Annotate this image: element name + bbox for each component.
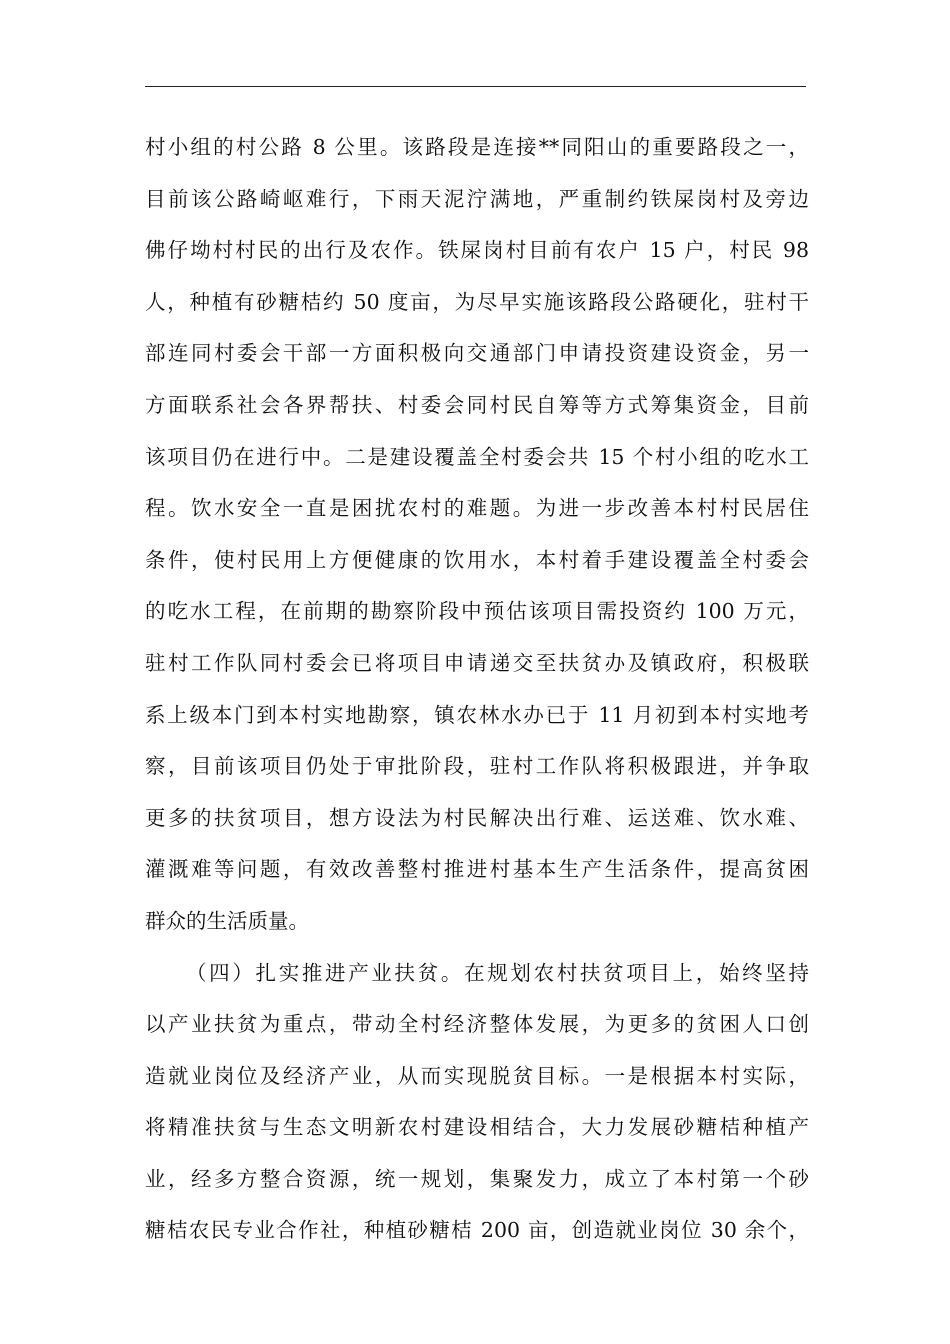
document-body	[145, 122, 809, 1257]
text-line: 察，目前该项目仍处于审批阶段，驻村工作队将积极跟进，并争取	[145, 754, 809, 779]
text-line: 造就业岗位及经济产业，从而实现脱贫目标。一是根据本村实际，	[145, 1063, 809, 1088]
header-rule	[145, 86, 806, 87]
text-line: 目前该公路崎岖难行，下雨天泥泞满地，严重制约铁屎岗村及旁边	[145, 186, 809, 211]
text-line: 该项目仍在进行中。二是建设覆盖全村委会共 15 个村小组的吃水工	[145, 444, 809, 469]
text-line: 人，种植有砂糖桔约 50 度亩，为尽早实施该路段公路硬化，驻村干	[145, 289, 809, 314]
text-line: 灌溉难等问题，有效改善整村推进村基本生产生活条件，提高贫困	[145, 857, 809, 882]
section-heading-line: （四）扎实推进产业扶贫。在规划农村扶贫项目上，始终坚持	[186, 960, 809, 985]
text-line: 程。饮水安全一直是困扰农村的难题。为进一步改善本村村民居住	[145, 496, 809, 521]
text-line: 条件，使村民用上方便健康的饮用水，本村着手建设覆盖全村委会	[145, 547, 809, 572]
text-line: 方面联系社会各界帮扶、村委会同村民自筹等方式筹集资金，目前	[145, 392, 809, 417]
text-line: 将精准扶贫与生态文明新农村建设相结合，大力发展砂糖桔种植产	[145, 1115, 809, 1140]
text-line: 部连同村委会干部一方面积极向交通部门申请投资建设资金，另一	[145, 341, 809, 366]
text-line: 村小组的村公路 8 公里。该路段是连接**同阳山的重要路段之一，	[145, 135, 809, 159]
text-line: 业，经多方整合资源，统一规划，集聚发力，成立了本村第一个砂	[145, 1166, 809, 1191]
text-line: 更多的扶贫项目，想方设法为村民解决出行难、运送难、饮水难、	[145, 805, 809, 830]
text-line: 驻村工作队同村委会已将项目申请递交至扶贫办及镇政府，积极联	[145, 650, 809, 675]
text-line: 糖桔农民专业合作社，种植砂糖桔 200 亩，创造就业岗位 30 余个，	[145, 1218, 809, 1243]
text-line: 群众的生活质量。	[145, 908, 309, 933]
text-line: 以产业扶贫为重点，带动全村经济整体发展，为更多的贫困人口创	[145, 1012, 809, 1037]
text-line: 系上级本门到本村实地勘察，镇农林水办已于 11 月初到本村实地考	[145, 702, 809, 727]
text-line: 佛仔坳村村民的出行及农作。铁屎岗村目前有农户 15 户，村民 98	[145, 238, 809, 263]
text-line: 的吃水工程，在前期的勘察阶段中预估该项目需投资约 100 万元，	[145, 599, 809, 624]
